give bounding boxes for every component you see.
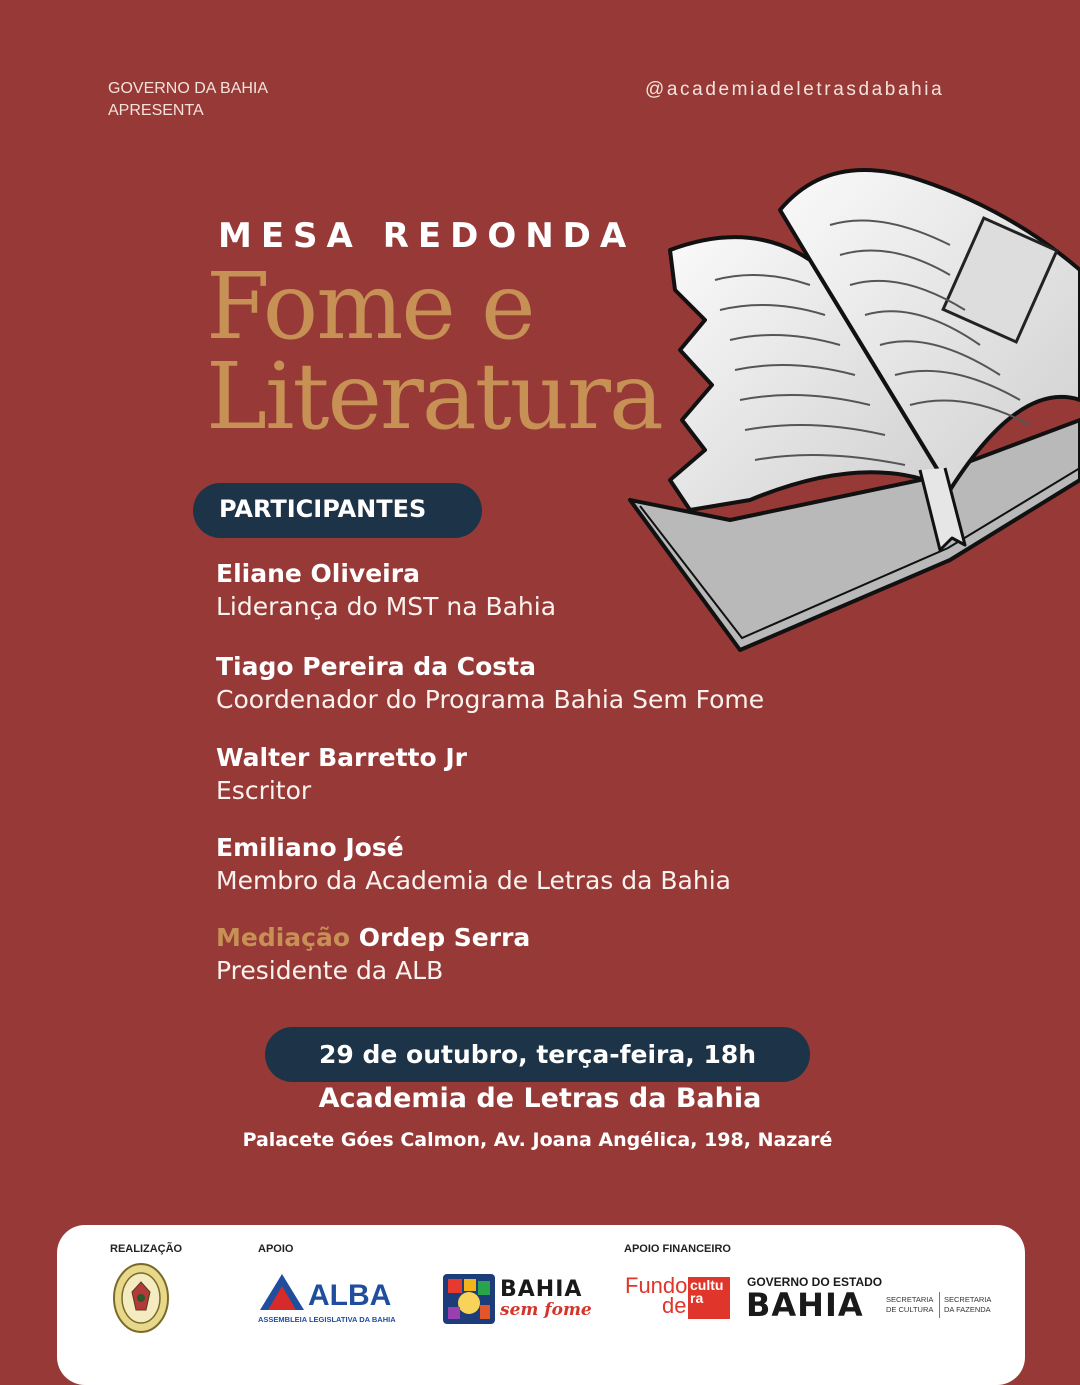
sec-fazenda-line2: DA FAZENDA	[944, 1305, 991, 1314]
event-date: 29 de outubro, terça-feira, 18h	[318, 1040, 757, 1069]
event-title-line-2: Literatura	[206, 343, 662, 450]
open-book-illustration	[620, 150, 1080, 680]
sec-cultura-line1: SECRETARIA	[886, 1295, 934, 1304]
mediation-label: Mediação	[216, 923, 351, 952]
participant-role: Membro da Academia de Letras da Bahia	[216, 866, 731, 895]
participant-name: Walter Barretto Jr	[216, 743, 468, 772]
alba-triangle-icon	[258, 1272, 306, 1312]
academia-seal-logo	[112, 1262, 170, 1334]
secretaria-divider	[939, 1292, 940, 1318]
participant-item	[216, 742, 467, 808]
participants-heading: PARTICIPANTES	[219, 495, 427, 523]
apoio-financeiro-label: APOIO FINANCEIRO	[624, 1243, 731, 1255]
venue-name: Academia de Letras da Bahia	[318, 1083, 762, 1114]
bahia-sem-fome-subtitle: sem fome	[500, 1300, 592, 1320]
sec-cultura-line2: DE CULTURA	[886, 1305, 934, 1314]
presenter-text	[108, 78, 268, 122]
secretaria-cultura	[886, 1295, 933, 1315]
mediator-name: Ordep Serra	[358, 923, 531, 952]
participants-heading-pill	[193, 483, 482, 538]
participant-item	[216, 558, 556, 624]
participant-item	[216, 832, 731, 898]
event-title-line-1: Fome e	[206, 253, 534, 360]
event-type-label: MESA REDONDA	[218, 216, 636, 256]
alba-logo-text: ALBA	[308, 1279, 392, 1312]
presenter-line-2: APRESENTA	[108, 102, 204, 119]
fundo-cultura-line1: Fundo	[625, 1273, 688, 1298]
participant-name: Eliane Oliveira	[216, 559, 420, 588]
bahia-sem-fome-title: BAHIA	[500, 1277, 583, 1302]
fundo-cultura-badge	[688, 1277, 730, 1319]
apoio-label: APOIO	[258, 1243, 294, 1255]
participant-role: Liderança do MST na Bahia	[216, 592, 557, 621]
presenter-line-1: GOVERNO DA BAHIA	[108, 80, 269, 97]
mediator-item	[216, 922, 530, 988]
fundo-cultura-word: cultura	[690, 1277, 724, 1306]
realizacao-label: REALIZAÇÃO	[110, 1243, 183, 1255]
participant-name: Tiago Pereira da Costa	[216, 652, 536, 681]
participant-role: Coordenador do Programa Bahia Sem Fome	[216, 685, 765, 714]
event-title	[206, 253, 662, 450]
participant-name: Emiliano José	[216, 833, 404, 862]
date-pill	[265, 1027, 810, 1082]
secretaria-fazenda	[944, 1295, 991, 1315]
participant-item	[216, 651, 764, 717]
mediator-line	[216, 922, 530, 954]
gov-estado-label: GOVERNO DO ESTADO	[747, 1275, 883, 1289]
mediator-role: Presidente da ALB	[216, 956, 444, 985]
bahia-sem-fome-map-icon	[442, 1273, 496, 1325]
gov-bahia-wordmark: BAHIA	[746, 1286, 864, 1324]
participant-role: Escritor	[216, 776, 312, 805]
social-handle: @academiadeletrasdabahia	[645, 79, 945, 100]
venue-address: Palacete Góes Calmon, Av. Joana Angélica, 198, Nazaré	[242, 1129, 833, 1151]
alba-logo-subtitle: ASSEMBLEIA LEGISLATIVA DA BAHIA	[258, 1315, 396, 1324]
sec-fazenda-line1: SECRETARIA	[944, 1295, 992, 1304]
fundo-cultura-line2: de	[662, 1293, 687, 1318]
